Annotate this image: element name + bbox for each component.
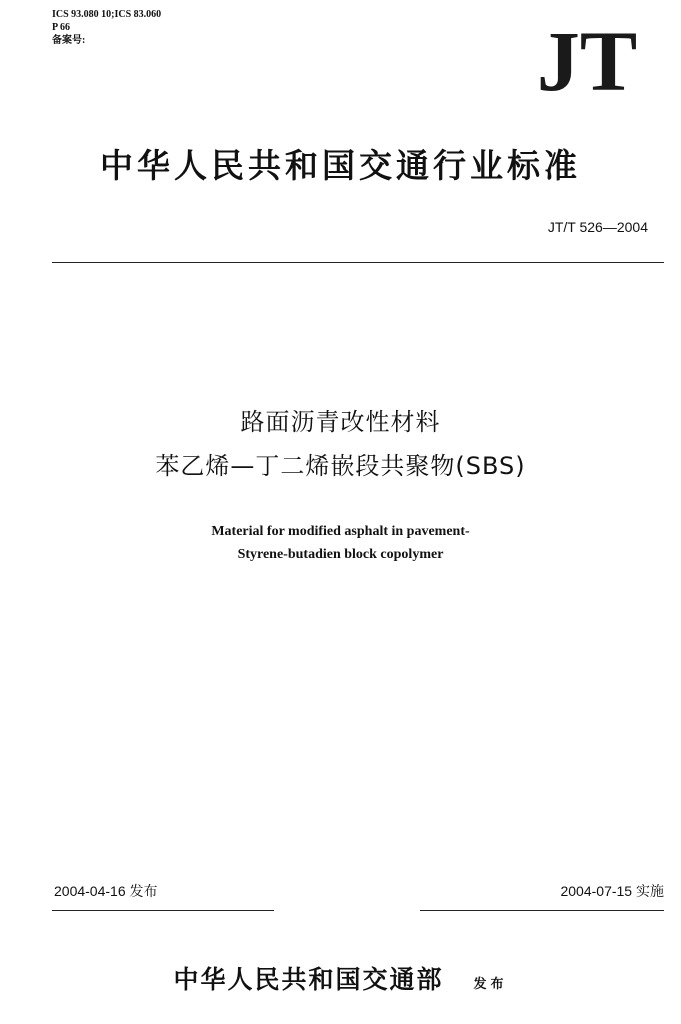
classification-block	[52, 8, 161, 47]
jt-logo-graphic	[512, 24, 662, 94]
title-en-line2: Styrene-butadien block copolymer	[237, 547, 444, 562]
top-divider	[52, 262, 664, 263]
jt-logo	[512, 24, 662, 94]
ics-code: ICS 93.080 10;ICS 83.060	[52, 9, 162, 20]
org-title: 中华人民共和国交通行业标准	[100, 146, 581, 185]
title-cn-line1: 路面沥青改性材料	[240, 408, 441, 436]
issuer-row	[0, 960, 681, 996]
ccs-code: P 66	[52, 22, 71, 33]
standard-number: JT/T 526—2004	[547, 219, 648, 235]
issued-label: 发布	[473, 977, 508, 992]
issue-date: 2004-04-16 发布	[54, 883, 158, 899]
bottom-left-divider	[52, 910, 274, 911]
title-en-line1: Material for modified asphalt in pavement-	[211, 524, 470, 539]
title-cn-line2: 苯乙烯—丁二烯嵌段共聚物(SBS)	[155, 452, 526, 480]
jt-logo-text: JT	[536, 24, 638, 94]
record-number-label: 备案号:	[52, 35, 86, 46]
implementation-date: 2004-07-15 实施	[560, 883, 664, 899]
issuing-authority: 中华人民共和国交通部	[173, 965, 444, 994]
bottom-right-divider	[420, 910, 664, 911]
